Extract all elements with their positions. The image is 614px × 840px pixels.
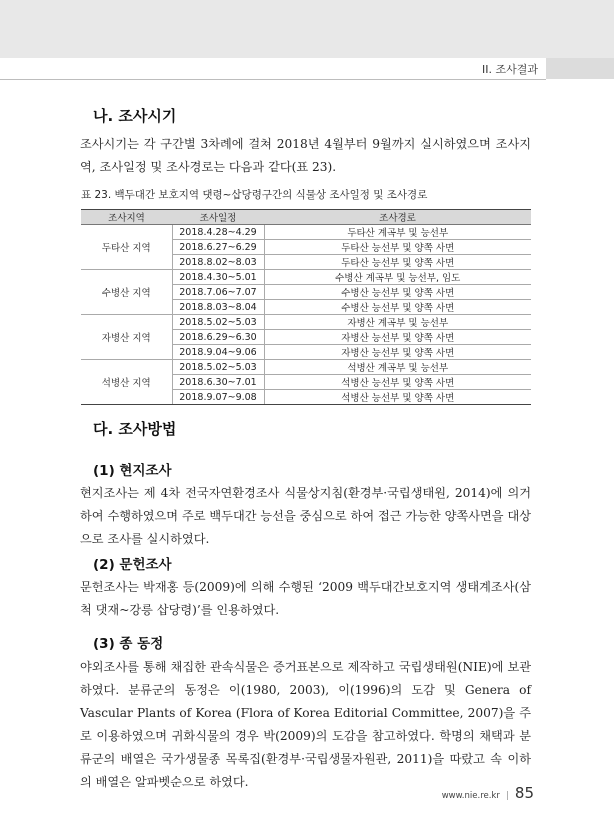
table-row [81, 315, 531, 330]
route-cell: 두타산 능선부 및 양쪽 사면 [264, 240, 531, 255]
subsection-heading-literature: (2) 문헌조사 [93, 557, 172, 573]
date-cell: 2018.8.03~8.04 [172, 300, 264, 315]
table-row [81, 360, 531, 375]
date-cell: 2018.5.02~5.03 [172, 360, 264, 375]
table-header-row [81, 210, 531, 225]
route-cell: 두타산 계곡부 및 능선부 [264, 225, 531, 240]
page-footer [442, 783, 534, 802]
route-cell: 수병산 능선부 및 양쪽 사면 [264, 300, 531, 315]
date-cell: 2018.6.30~7.01 [172, 375, 264, 390]
survey-schedule-table [81, 209, 531, 405]
literature-paragraph: 문헌조사는 박재홍 등(2009)에 의해 수행된 ‘2009 백두대간보호지역 생태계조사(삼척 댓재~강릉 삽당령)’를 인용하였다. [80, 580, 531, 617]
date-cell: 2018.4.28~4.29 [172, 225, 264, 240]
table-caption: 표 23. 백두대간 보호지역 댓령~삽당령구간의 식물상 조사일정 및 조사경로 [81, 189, 428, 201]
footer-separator: | [505, 791, 509, 801]
site-cell: 석병산 지역 [81, 360, 172, 405]
site-cell: 수병산 지역 [81, 270, 172, 315]
date-cell: 2018.7.06~7.07 [172, 285, 264, 300]
table-row [81, 225, 531, 240]
date-cell: 2018.9.07~9.08 [172, 390, 264, 405]
section-heading-na: 나. 조사시기 [93, 107, 177, 125]
route-cell: 수병산 계곡부 및 능선부, 임도 [264, 270, 531, 285]
chapter-tab [546, 58, 614, 79]
route-cell: 자병산 계곡부 및 능선부 [264, 315, 531, 330]
header-date: 조사일정 [172, 210, 264, 225]
date-cell: 2018.6.29~6.30 [172, 330, 264, 345]
site-cell: 자병산 지역 [81, 315, 172, 360]
route-cell: 자병산 능선부 및 양쪽 사면 [264, 345, 531, 360]
table-row [81, 270, 531, 285]
date-cell: 2018.6.27~6.29 [172, 240, 264, 255]
subsection-heading-identification: (3) 종 동정 [93, 636, 164, 652]
route-cell: 수병산 능선부 및 양쪽 사면 [264, 285, 531, 300]
route-cell: 석병산 계곡부 및 능선부 [264, 360, 531, 375]
route-cell: 석병산 능선부 및 양쪽 사면 [264, 375, 531, 390]
identification-paragraph: 야외조사를 통해 채집한 관속식물은 증거표본으로 제작하고 국립생태원(NIE)에 보관하였다. 분류군의 동정은 이(1980, 2003), 이(1996)의 도감 및 Genera of Vascular Plants of Korea (Flora of Korea Editorial Committee, 2007)을 주로 이용하였으며 귀화식물의 경우 박(2009)의 도감을 참고하였다. 학명의 채택과 분류군의 배열은 국가생물종 목록집(환경부·국립생물자원관, 2011)을 따랐고 속 이하의 배열은 알파벳순으로 하였다. [80, 660, 531, 789]
page-number: 85 [514, 784, 534, 802]
chapter-title: II. 조사결과 [482, 63, 538, 76]
section-na-paragraph: 조사시기는 각 구간별 3차례에 걸쳐 2018년 4월부터 9월까지 실시하였으며 조사지역, 조사일정 및 조사경로는 다음과 같다(표 23). [80, 137, 531, 174]
route-cell: 두타산 능선부 및 양쪽 사면 [264, 255, 531, 270]
route-cell: 석병산 능선부 및 양쪽 사면 [264, 390, 531, 405]
section-heading-da: 다. 조사방법 [93, 420, 177, 438]
route-cell: 자병산 능선부 및 양쪽 사면 [264, 330, 531, 345]
footer-url: www.nie.re.kr [441, 791, 500, 801]
date-cell: 2018.9.04~9.06 [172, 345, 264, 360]
date-cell: 2018.8.02~8.03 [172, 255, 264, 270]
date-cell: 2018.5.02~5.03 [172, 315, 264, 330]
site-cell: 두타산 지역 [81, 225, 172, 270]
chapter-divider [0, 79, 546, 80]
header-site: 조사지역 [81, 210, 172, 225]
field-survey-paragraph: 현지조사는 제 4차 전국자연환경조사 식물상지침(환경부·국립생태원, 2014)에 의거하여 수행하였으며 주로 백두대간 능선을 중심으로 하여 접근 가능한 양쪽사면을 대상으로 조사를 실시하였다. [80, 486, 531, 546]
header-route: 조사경로 [264, 210, 531, 225]
subsection-heading-field-survey: (1) 현지조사 [93, 463, 172, 479]
date-cell: 2018.4.30~5.01 [172, 270, 264, 285]
